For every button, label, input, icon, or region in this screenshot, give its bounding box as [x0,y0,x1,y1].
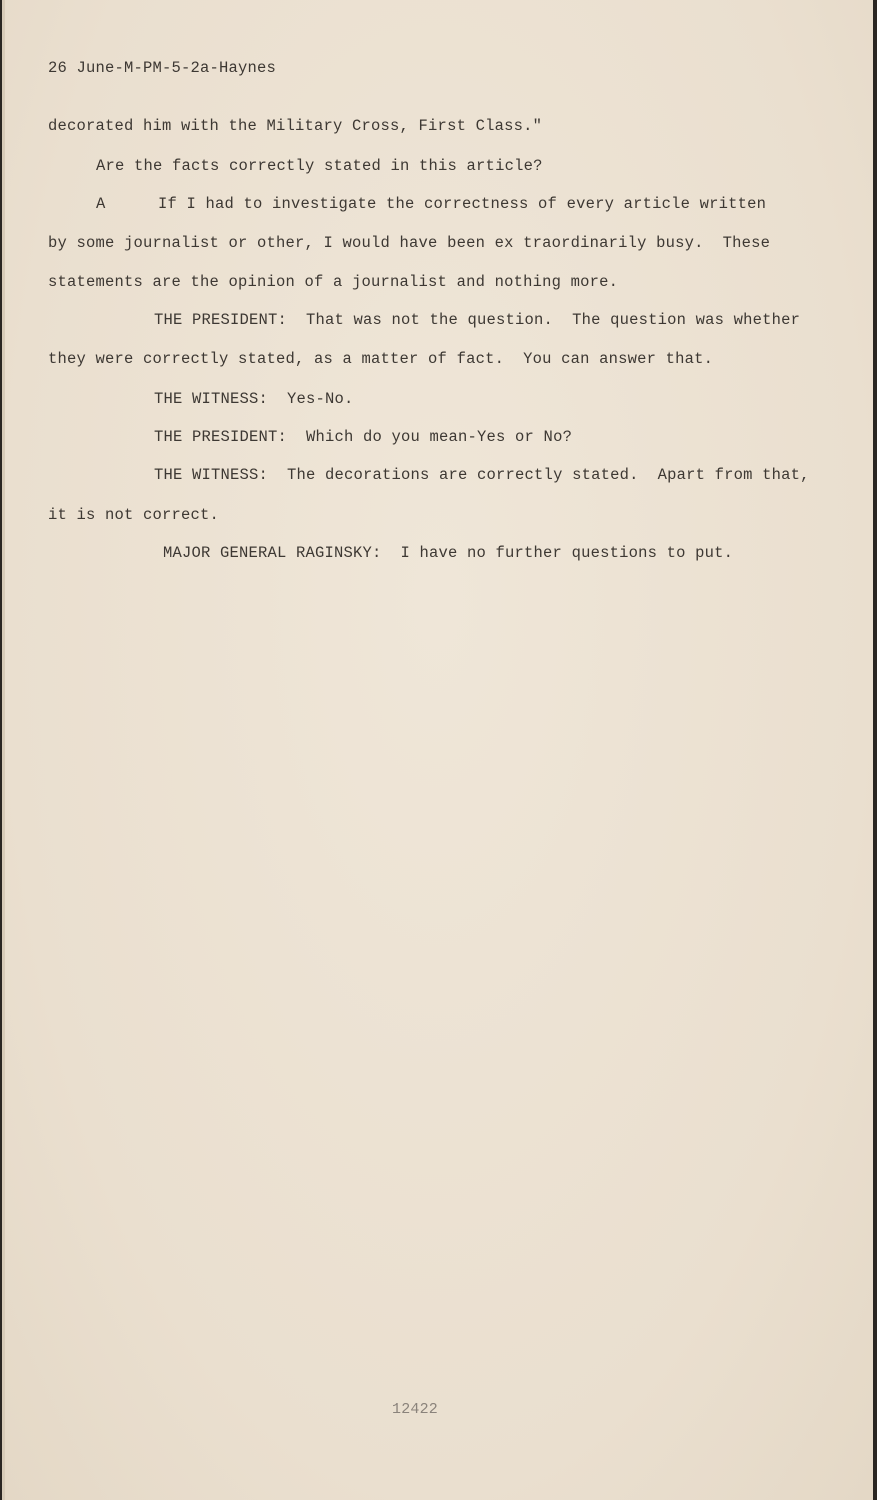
answer-line: If I had to investigate the correctness of every article written [158,195,767,213]
witness-line: THE WITNESS: Yes-No. [154,390,354,408]
general-line: MAJOR GENERAL RAGINSKY: I have no further questions to put. [163,544,734,562]
president-line: THE PRESIDENT: That was not the question. The question was whether [154,311,801,329]
page-edge [2,0,5,1500]
page-header: 26 June-M-PM-5-2a-Haynes [48,59,277,77]
witness-line: THE WITNESS: The decorations are correctly stated. Apart from that, [154,466,810,484]
document-page [2,0,873,1500]
page-number: 12422 [392,1401,439,1418]
question-line: Are the facts correctly stated in this article? [96,157,543,175]
answer-label: A [96,195,106,213]
text-line: decorated him with the Military Cross, First Class." [48,117,543,135]
text-line: by some journalist or other, I would have been ex traordinarily busy. These [48,234,771,252]
text-line: statements are the opinion of a journalist and nothing more. [48,273,619,291]
text-line: it is not correct. [48,506,220,524]
text-line: they were correctly stated, as a matter of fact. You can answer that. [48,350,714,368]
president-line: THE PRESIDENT: Which do you mean-Yes or No? [154,428,573,446]
